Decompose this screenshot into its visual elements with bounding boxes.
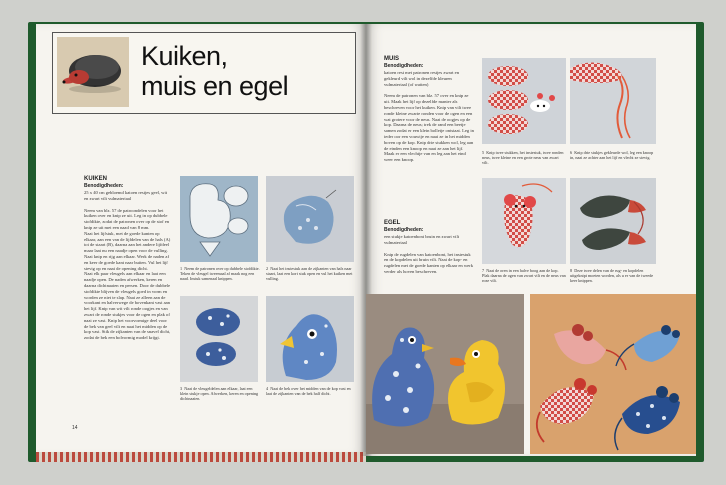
photo-3-wings	[180, 296, 258, 382]
caption-2: 2 Naai het instestuk aan de zijkanten van hals naar staart, laat een kort stuk open en vul het kuiken met vulling.	[266, 266, 353, 282]
caption-1: 1 Neem de patronen over op dubbele stofdikte. Teken de vleugel tweemaal af maak nog een naad. Instuk samenaal knippen.	[180, 266, 260, 282]
page-number-left: 14	[72, 425, 78, 431]
caption-6: 6 Knip drie stukjes gekleurde wol, leg een knoop in, naai ze achter aan het lijf en vlecht ze stevig.	[570, 150, 654, 161]
muis-materials: katoen rest met patronen restjes zwart en gekleurd vilt wol in dezelfde kleuren vulmateriaal (of watten)	[384, 70, 460, 87]
kuiken-body-2: Naai het lijfstuk, met de goede kanten op elkaar, aan een van de lijfdelen van de hals (A) tot de staart (B), daarna aan het andere lijfdeel maar laat nu een naadje open voor de vulling. Naai knip en rijg aan elkaar. Werk de naden af en keer de goede kant naar buiten. Vul het lijf stevig op en naai de opening dicht.	[84, 230, 171, 271]
photo-4-beak	[266, 296, 354, 382]
kuiken-body-1: Neem van blz. 57 de patroondelen voor het kuiken over en knip ze uit. Leg in op dubbele stofdikte, zodat de patronen over op de stof en knip ze uit met een naad van 8 mm.	[84, 207, 170, 230]
hedgehog-photo	[57, 37, 129, 107]
egel-heading: EGEL	[384, 220, 401, 226]
caption-7: 7 Naai de oren in een halve boog aan de kop. Plak daarna de ogen van zwart vilt en de neus van roze vilt.	[482, 268, 566, 284]
caption-5: 5 Knip twee stukken, het instestuk, twee ronden neus, twee kleine en een grote neus van zwart vilt.	[482, 150, 564, 166]
photo-8-hedgehog-parts	[570, 178, 656, 264]
kuiken-heading: KUIKEN	[84, 176, 108, 182]
caption-4: 4 Naai de bek over het midden van de kop vast en laat de zijkanten van de bek half dicht.	[266, 386, 351, 397]
photo-6-tail	[570, 58, 656, 144]
egel-materials-label: Benodigdheden:	[384, 227, 424, 233]
photo-5-mouse-parts	[482, 58, 566, 144]
caption-3: 3 Naai de vleugeldelen aan elkaar, laat een klein stukje open. Afwerken, keren en opening dichtnaaien.	[180, 386, 259, 402]
kuiken-materials-label: Benodigdheden:	[84, 183, 124, 189]
muis-materials-label: Benodigdheden:	[384, 63, 424, 69]
page-title: Kuiken, muis en egel	[141, 41, 289, 101]
photo-2-body	[266, 176, 354, 262]
kuiken-materials: 25 x 40 cm gebloemd katoen restjes geel, wit en zwart vilt vulmateriaal	[84, 190, 168, 201]
photo-1-patterns	[180, 176, 258, 262]
title-box	[52, 32, 356, 114]
kuiken-body-3: Naai elk paar vleugels aan elkaar en laat een naadje open. De naden afwerken, keren en daarna dichtnaaien en persen. Door de dubbele stofdikte blijven de vleugels goed in vorm en worden ze niet te slap. Naai ze alleen aan de voorkant en halverwege de bovenkant vast aan het lijf. Knip van wit vilt ronde oogjes en van zwart de ronde stukjes voor de ogen en plak of naai ze vast. Knip het voorvormige deel voor de bek van geel vilt en naai het midden op de kop vast. Stik de zijkanten van de snavel dicht, zodat de bek een bolvormig model krijgt.	[84, 271, 171, 341]
egel-body: Knip de rugdelen van katoenbont, het instestuk en de kopdelen uit bruin vilt. Naai de kop- en rugdelen met de goede kanten op elkaar en werk verder als hoven beschreven.	[384, 251, 474, 274]
page-edge	[36, 452, 366, 462]
photo-mice	[530, 294, 696, 454]
photo-7-mouse-ears	[482, 178, 566, 264]
photo-chicks	[366, 294, 524, 454]
muis-heading: MUIS	[384, 56, 399, 62]
caption-8: 8 Deze twee delen van de rug- en kopdelen uitgeknipt moeten worden, als u er van de tweede keer knippen.	[570, 268, 654, 284]
egel-materials: een stukje katoenbont bruin en zwart vilt vulmateriaal	[384, 234, 460, 245]
muis-body: Neem de patronen van blz. 57 over en knip ze uit. Maak het lijf op dezelfde manier als beschreven voor het kuiken. Knip van vilt twee ronde kleine zwarte ronden voor de ogen en een wat grotere voor de neus. Naai de oogjes op de kop. Daarna de neus; trek de rand een beetje samen zodat er een klein bolletje ontstaat. Leg in ieder oor een vouwtje en naai ze in het midden boven op de kop. Knip drie stukken wol, leg aan de einden een knoop en naai ze aan het lijf. Maak er een vlechtje van en leg aan het eind weer een knoop.	[384, 93, 474, 163]
